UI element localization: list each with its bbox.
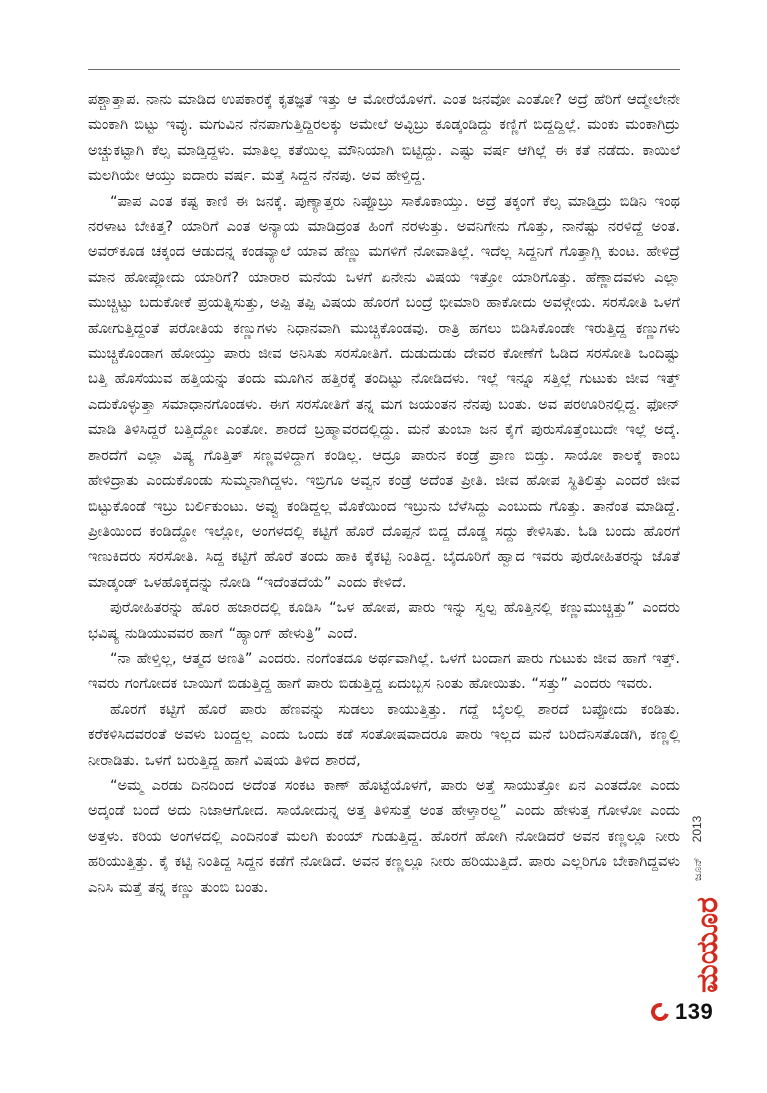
magazine-side-label-svg xyxy=(690,785,725,995)
paragraph: ಹೊರಗೆ ಕಟ್ಟಿಗೆ ಹೊರೆ ಪಾರು ಹೆಣವನ್ನು ಸುಡಲು ಕಾಯುತ್ತಿತ್ತು. ಗದ್ದೆ ಬೈಲಲ್ಲಿ ಶಾರದೆ ಬಪ್ಪೋದು ಕಂಡಿತು. ಕರೆಕಳಿಸಿದವರಂತೆ ಅವಳು ಬಂದ್ದಲ್ಲ ಎಂದು ಒಂದು ಕಡೆ ಸಂತೋಷವಾದರೂ ಪಾರು ಇಲ್ಲದ ಮನೆ ಬರಿದೆನಿಸತೊಡಗಿ, ಕಣ್ಣಲ್ಲಿ ನೀರಾಡಿತು. ಒಳಗೆ ಬರುತ್ತಿದ್ದ ಹಾಗೆ ವಿಷಯ ತಿಳಿದ ಶಾರದೆ, xyxy=(88,700,680,769)
magazine-side-label xyxy=(690,785,725,995)
paragraph: “ಅಮ್ಮ ಎರಡು ದಿನದಿಂದ ಅದೆಂತ ಸಂಕಟ ಕಾಣ್ ಹೊಟ್ಟೆಯೊಳಗೆ, ಪಾರು ಅತ್ತೆ ಸಾಯುತ್ತೋ ಏನ ಎಂತದೋ ಎಂದು ಅದ್ಕಂಡೆ ಬಂದೆ ಅದು ನಿಜಾಆಗೋದ. ಸಾಯೋದುನ್ನ ಅತ್ತ ತಿಳಿಸುತ್ತೆ ಅಂತ ಹೇಳ್ತಾರಲ್ದ” ಎಂದು ಹೇಳುತ್ತ ಗೋಳೋ ಎಂದು ಅತ್ತಳು. ಕರಿಯ ಅಂಗಳದಲ್ಲಿ ಎಂದಿನಂತೆ ಮಲಗಿ ಕುಂಯ್ ಗುಡುತ್ತಿದ್ದ. ಹೊರಗೆ ಹೋಗಿ ನೋಡಿದರೆ ಅವನ ಕಣ್ಣಲ್ಲೂ ನೀರು ಹರಿಯುತ್ತಿತ್ತು. ಕೈ ಕಟ್ಟಿ ನಿಂತಿದ್ದ ಸಿದ್ದನ ಕಡೆಗೆ ನೋಡಿದೆ. ಅವನ ಕಣ್ಣಲ್ಲೂ ನೀರು ಹರಿಯುತ್ತಿದೆ. ಪಾರು ಎಲ್ಲರಿಗೂ ಬೇಕಾಗಿದ್ದವಳು ಎನಿಸಿ ಮತ್ತೆ ತನ್ನ ಕಣ್ಣು ತುಂಬಿ ಬಂತು. xyxy=(88,776,680,896)
page-footer xyxy=(651,999,713,1025)
paragraph: “ನಾ ಹೇಳ್ತಿಲ್ಲ, ಆತ್ಮದ ಅಣತಿ” ಎಂದರು. ನಂಗೆಂತದೂ ಅರ್ಥವಾಗಿಲ್ಲೆ. ಒಳಗೆ ಬಂದಾಗ ಪಾರು ಗುಟುಕು ಜೀವ ಹಾಗೆ ಇತ್ತ್. ಇವರು ಗಂಗೋದಕ ಬಾಯಿಗೆ ಬಿಡುತ್ತಿದ್ದ ಹಾಗೆ ಪಾರು ಬಿಡುತ್ತಿದ್ದ ಏದುಬ್ಬಸ ನಿಂತು ಹೋಯಿತು. “ಸತ್ತು” ಎಂದರು ಇವರು. xyxy=(88,649,680,693)
header-rule xyxy=(88,69,680,70)
page-marker-icon xyxy=(648,1000,673,1025)
paragraph: ಪುರೋಹಿತರನ್ನು ಹೊರ ಹಜಾರದಲ್ಲಿ ಕೂಡಿಸಿ “ಒಳ ಹೋಪ, ಪಾರು ಇನ್ನು ಸ್ವಲ್ಪ ಹೊತ್ತಿನಲ್ಲಿ ಕಣ್ಣುಮುಚ್ಚಿತ್ತು” ಎಂದರು ಭವಿಷ್ಯ ನುಡಿಯುವವರ ಹಾಗೆ “ಹ್ಯಾಂಗ್ ಹೇಳುತ್ರಿ” ಎಂದೆ. xyxy=(88,599,680,642)
paragraph: “ಪಾಪ ಎಂತ ಕಷ್ಟ ಕಾಣಿ ಈ ಜನಕ್ಕೆ. ಪುಣ್ಯಾತ್ತರು ನಿಪ್ಪೊಬ್ರು ಸಾಕೊಕಾಯ್ತು. ಅದ್ರೆ ತಕ್ಕಂಗೆ ಕೆಲ್ಸ ಮಾಡ್ತಿದ್ರು ಬಿಡಿನಿ ಇಂಥ ನರಳಾಟ ಬೇಕಿತ್ತ? ಯಾರಿಗೆ ಎಂತ ಅನ್ಯಾಯ ಮಾಡಿದ್ರಂತ ಹಿಂಗೆ ನರಳುತ್ತು. ಅವನಿಗೇನು ಗೊತ್ತು, ನಾನೆಷ್ಟು ನರಳಿದ್ದೆ ಅಂತ. ಅವರ್‌ಕೂಡ ಚಕ್ಕಂದ ಆಡುದನ್ನ ಕಂಡವ್ಯಾಲೆ ಯಾವ ಹೆಣ್ಣು ಮಗಳಿಗೆ ನೋವಾತಿಲ್ಲೆ. ಇದೆಲ್ಲ ಸಿದ್ದನಿಗೆ ಗೊತ್ತಾಗ್ಲಿ ಕುಂಟ. ಹೇಳಿದ್ರೆ ಮಾನ ಹೋಪ್ಲೋದು ಯಾರಿಗೆ? ಯಾರಾರ ಮನೆಯ ಒಳಗೆ ಏನೇನು ವಿಷಯ ಇತ್ತೋ ಯಾರಿಗೊತ್ತು. ಹೆಣ್ಣಾದವಳು ಎಲ್ಲಾ ಮುಚ್ಚಿಟ್ಟು ಬದುಕೋಕೆ ಪ್ರಯತ್ನಿಸುತ್ತು, ಅಪ್ಪಿ ತಪ್ಪಿ ವಿಷಯ ಹೊರಗೆ ಬಂದ್ರೆ ಭೀಮಾರಿ ಹಾಕೋದು ಅವಳ್ಗೇಯ. ಸರಸೋತಿ ಒಳಗೆ ಹೋಗುತ್ತಿದ್ದಂತೆ ಪರೋತಿಯ ಕಣ್ಣುಗಳು ನಿಧಾನವಾಗಿ ಮುಚ್ಚಿಕೊಂಡವು. ರಾತ್ರಿ ಹಗಲು ಬಿಡಿಸಿಕೊಂಡೇ ಇರುತ್ತಿದ್ದ ಕಣ್ಣುಗಳು ಮುಚ್ಚಿಕೊಂಡಾಗ ಹೋಯ್ತು ಪಾರು ಜೀವ ಅನಿಸಿತು ಸರಸೋತಿಗೆ. ದುಡುದುಡು ದೇವರ ಕೋಣೆಗೆ ಓಡಿದ ಸರಸೋತಿ ಒಂದಿಷ್ಟು ಬತ್ತಿ ಹೊಸೆಯುವ ಹತ್ತಿಯನ್ನು ತಂದು ಮೂಗಿನ ಹತ್ತಿರಕ್ಕೆ ತಂದಿಟ್ಟು ನೋಡಿದಳು. ಇಲ್ಲೆ ಇನ್ನೂ ಸತ್ತಿಲ್ಲೆ ಗುಟುಕು ಜೀವ ಇತ್ತ್ ಎದುಕೊಳ್ಳುತ್ತಾ ಸಮಾಧಾನಗೊಂಡಳು. ಈಗ ಸರಸೋತಿಗೆ ತನ್ನ ಮಗ ಜಯಂತನ ನೆನಪು ಬಂತು. ಅವ ಪರಊರಿನಲ್ಲಿದ್ದ. ಫೋನ್ ಮಾಡಿ ತಿಳಿಸಿದ್ದರೆ ಬತ್ತಿದ್ದೋ ಎಂತೋ. ಶಾರದೆ ಬ್ರಹ್ಮಾವರದಲ್ಲಿದ್ದು. ಮನೆ ತುಂಬಾ ಜನ ಕೈಗೆ ಪುರುಸೊತ್ತೆಂಬುದೇ ಇಲ್ಲೆ ಅದ್ಕೆ. ಶಾರದೆಗೆ ಎಲ್ಲಾ ವಿಷ್ಯ ಗೊತ್ತಿತ್ ಸಣ್ಣವಳಿದ್ದಾಗ ಕಂಡಿಲ್ಲ. ಆದ್ರೂ ಪಾರುನ ಕಂಡ್ರೆ ಪ್ರಾಣ ಬಿಡ್ತು. ಸಾಯೋ ಕಾಲಕ್ಕೆ ಕಾಂಬ ಹೇಳಿದ್ರಾತು ಎಂದುಕೊಂಡು ಸುಮ್ಮನಾಗಿದ್ದಳು. ಇಬ್ರಿಗೂ ಅವ್ವನ ಕಂಡ್ರೆ ಅದೆಂತ ಪ್ರೀತಿ. ಜೀವ ಹೋಪ ಸ್ಥಿತಿಲಿತ್ತು ಎಂದರೆ ಜೀವ ಬಿಟ್ಟುಕೊಂಡೆ ಇಬ್ರು ಬರ್ಲಿಕುಂಟು. ಅವ್ವು ಕಂಡಿದ್ದಲ್ಲ ಮೊಕೆಯಿಂದ ಇಬ್ರುನು ಬೆಳೆಸಿದ್ದು ಎಂಬುದು ಗೊತ್ತು. ತಾನೆಂತ ಮಾಡಿದ್ದೆ. ಪ್ರೀತಿಯಿಂದ ಕಂಡಿದ್ದೋ ಇಲ್ಲೋ, ಅಂಗಳದಲ್ಲಿ ಕಟ್ಟಿಗೆ ಹೊರೆ ದೊಪ್ಪನೆ ಬಿದ್ದ ದೊಡ್ಡ ಸದ್ದು ಕೇಳಿಸಿತು. ಓಡಿ ಬಂದು ಹೊರಗೆ ಇಣುಕಿದರು ಸರಸೋತಿ. ಸಿದ್ದ ಕಟ್ಟಿಗೆ ಹೊರೆ ತಂದು ಹಾಕಿ ಕೈಕಟ್ಟಿ ನಿಂತಿದ್ದ. ಬೈದೂರಿಗೆ ಹ್ವಾದ ಇವರು ಪುರೋಹಿತರನ್ನು ಜೊತೆ ಮಾಡ್ಕಂಡ್ ಒಳಹೊಕ್ಕದನ್ನು ನೋಡಿ “ಇದೆಂತದೆಯೆ” ಎಂದು ಕೇಳಿದೆ. xyxy=(88,192,680,591)
article-body xyxy=(88,87,680,900)
paragraph: ಪಶ್ಚಾತ್ತಾಪ. ನಾನು ಮಾಡಿದ ಉಪಕಾರಕ್ಕೆ ಕೃತಜ್ಞತೆ ಇತ್ತು ಆ ಮೋರೆಯೊಳಗೆ. ಎಂತ ಜನವೋ ಎಂತೋ? ಅದ್ರೆ ಹೆರಿಗೆ ಆದ್ಮೇಲೇನೇ ಮಂಕಾಗಿ ಬಿಟ್ಟು ಇವ್ಳು. ಮಗುವಿನ ನೆನಪಾಗುತ್ತಿದ್ದಿರಲಕ್ಕು ಅಮೇಲೆ ಅವ್ಳಿಬ್ರು ಕೂಡ್ಕಂಡಿದ್ದು ಕಣ್ಣಿಗೆ ಬಿದ್ದದ್ದಿಲ್ಲೆ. ಮಂಕು ಮಂಕಾಗಿದ್ರು ಅಚ್ಚುಕಟ್ಟಾಗಿ ಕೆಲ್ಸ ಮಾಡ್ತಿದ್ದಳು. ಮಾತಿಲ್ಲ ಕತೆಯಿಲ್ಲ ಮೌನಿಯಾಗಿ ಬಿಟ್ಟಿದ್ದು. ಎಷ್ಟು ವರ್ಷ ಆಗಿಲ್ಲೆ ಈ ಕತೆ ನಡೆದು. ಕಾಯಿಲೆ ಮಲಗಿಯೇ ಆಯ್ತು ಐದಾರು ವರ್ಷ. ಮತ್ತೆ ಸಿದ್ದನ ನೆನಪು. ಅವ ಹೇಳ್ತಿದ್ದ. xyxy=(88,91,680,185)
page-number: 139 xyxy=(675,999,714,1024)
magazine-name: ಮಯೂರ xyxy=(690,897,725,993)
issue-year: 2013 xyxy=(690,815,704,843)
issue-month: ಜೂನ್ xyxy=(691,856,704,882)
